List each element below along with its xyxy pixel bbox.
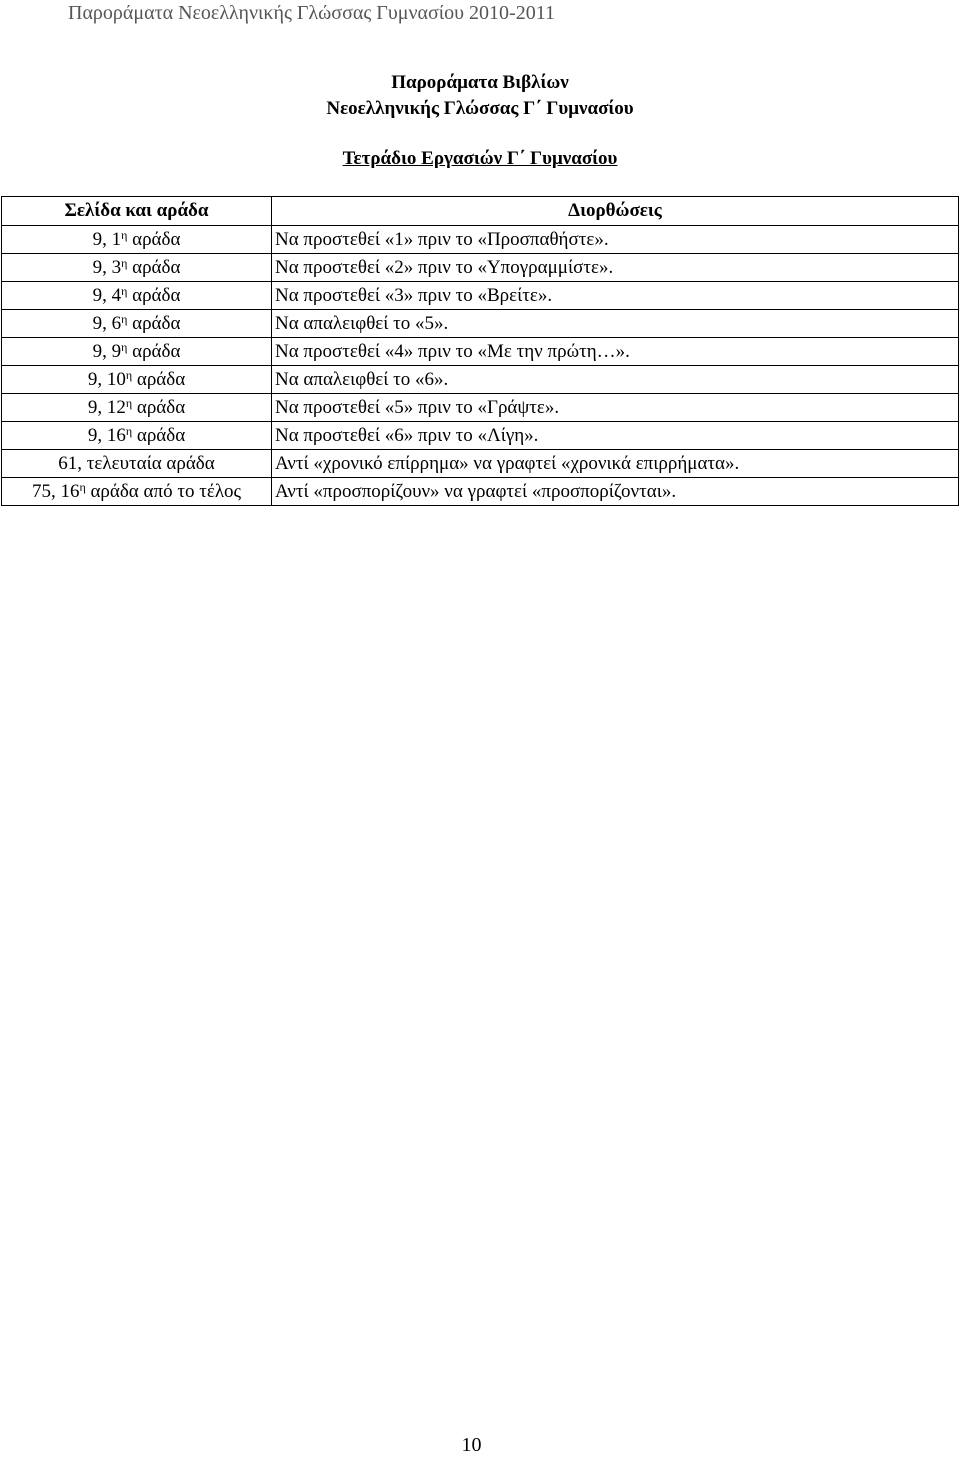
page-line-word: αράδα — [127, 256, 181, 278]
ordinal-suffix: η — [121, 255, 128, 270]
document-title: Παροράματα Βιβλίων — [391, 72, 569, 93]
page-line-cell — [2, 254, 272, 282]
page-line-word: αράδα — [132, 396, 186, 418]
page-line-cell — [2, 394, 272, 422]
page-line-ref: 9, 16 — [87, 424, 126, 446]
page-line-word: αράδα — [132, 424, 186, 446]
table-header-row — [2, 197, 959, 226]
table-row — [2, 394, 959, 422]
table-row — [2, 338, 959, 366]
header-corrections: Διορθώσεις — [272, 197, 959, 226]
page-line-ref: 9, 1 — [92, 228, 122, 250]
ordinal-suffix: η — [125, 395, 133, 410]
page-line-cell — [2, 282, 272, 310]
page-line-word: αράδα — [127, 284, 181, 306]
correction-cell: Αντί «χρονικό επίρρημα» να γραφτεί «χρονικά επιρρήματα». — [272, 450, 959, 478]
page-line-word: αράδα — [132, 368, 186, 390]
page-number: 10 — [461, 1434, 482, 1456]
page-line-word: αράδα — [127, 228, 181, 250]
ordinal-suffix: η — [79, 479, 86, 494]
page-line-ref: 9, 10 — [87, 368, 126, 390]
ordinal-suffix: η — [121, 227, 128, 242]
ordinal-suffix: η — [125, 367, 133, 382]
page-line-cell — [2, 338, 272, 366]
page-line-ref: 9, 6 — [92, 312, 122, 334]
table-row — [2, 226, 959, 254]
section-subtitle: Τετράδιο Εργασιών Γ΄ Γυμνασίου — [342, 148, 618, 169]
ordinal-suffix: η — [121, 283, 128, 298]
page-line-ref: 9, 12 — [87, 396, 126, 418]
page-line-cell — [2, 478, 272, 506]
page-line-word: αράδα — [127, 312, 181, 334]
correction-cell: Να προστεθεί «1» πριν το «Προσπαθήστε». — [272, 226, 959, 254]
page-line-word: αράδα από το τέλος — [85, 480, 242, 502]
ordinal-suffix: η — [125, 423, 133, 438]
correction-cell: Να απαλειφθεί το «6». — [272, 366, 959, 394]
page-line-cell — [2, 422, 272, 450]
correction-cell: Να απαλειφθεί το «5». — [272, 310, 959, 338]
page-line-ref: 9, 3 — [92, 256, 122, 278]
correction-cell: Να προστεθεί «3» πριν το «Βρείτε». — [272, 282, 959, 310]
table-body — [2, 226, 959, 506]
page-line-ref: 61, τελευταία αράδα — [58, 452, 215, 474]
table-row — [2, 422, 959, 450]
document-title-line2: Νεοελληνικής Γλώσσας Γ΄ Γυμνασίου — [326, 98, 634, 119]
page-line-cell — [2, 226, 272, 254]
correction-cell: Να προστεθεί «2» πριν το «Υπογραμμίστε». — [272, 254, 959, 282]
table-row — [2, 310, 959, 338]
header-page-line: Σελίδα και αράδα — [2, 197, 272, 226]
page-line-ref: 9, 9 — [92, 340, 122, 362]
table-row — [2, 366, 959, 394]
running-header: Παροράματα Νεοελληνικής Γλώσσας Γυμνασίου 2010-2011 — [68, 2, 555, 24]
table-row — [2, 254, 959, 282]
ordinal-suffix: η — [121, 339, 128, 354]
page-line-cell — [2, 310, 272, 338]
table-row — [2, 282, 959, 310]
correction-cell: Αντί «προσπορίζουν» να γραφτεί «προσπορίζονται». — [272, 478, 959, 506]
page-line-ref: 9, 4 — [92, 284, 122, 306]
correction-cell: Να προστεθεί «6» πριν το «Λίγη». — [272, 422, 959, 450]
correction-cell: Να προστεθεί «4» πριν το «Με την πρώτη…». — [272, 338, 959, 366]
page-line-cell — [2, 366, 272, 394]
ordinal-suffix: η — [121, 311, 128, 326]
page-line-word: αράδα — [127, 340, 181, 362]
table-row — [2, 478, 959, 506]
table-row — [2, 450, 959, 478]
page-line-ref: 75, 16 — [31, 480, 80, 502]
correction-cell: Να προστεθεί «5» πριν το «Γράψτε». — [272, 394, 959, 422]
page-line-cell — [2, 450, 272, 478]
corrections-table — [1, 196, 959, 506]
